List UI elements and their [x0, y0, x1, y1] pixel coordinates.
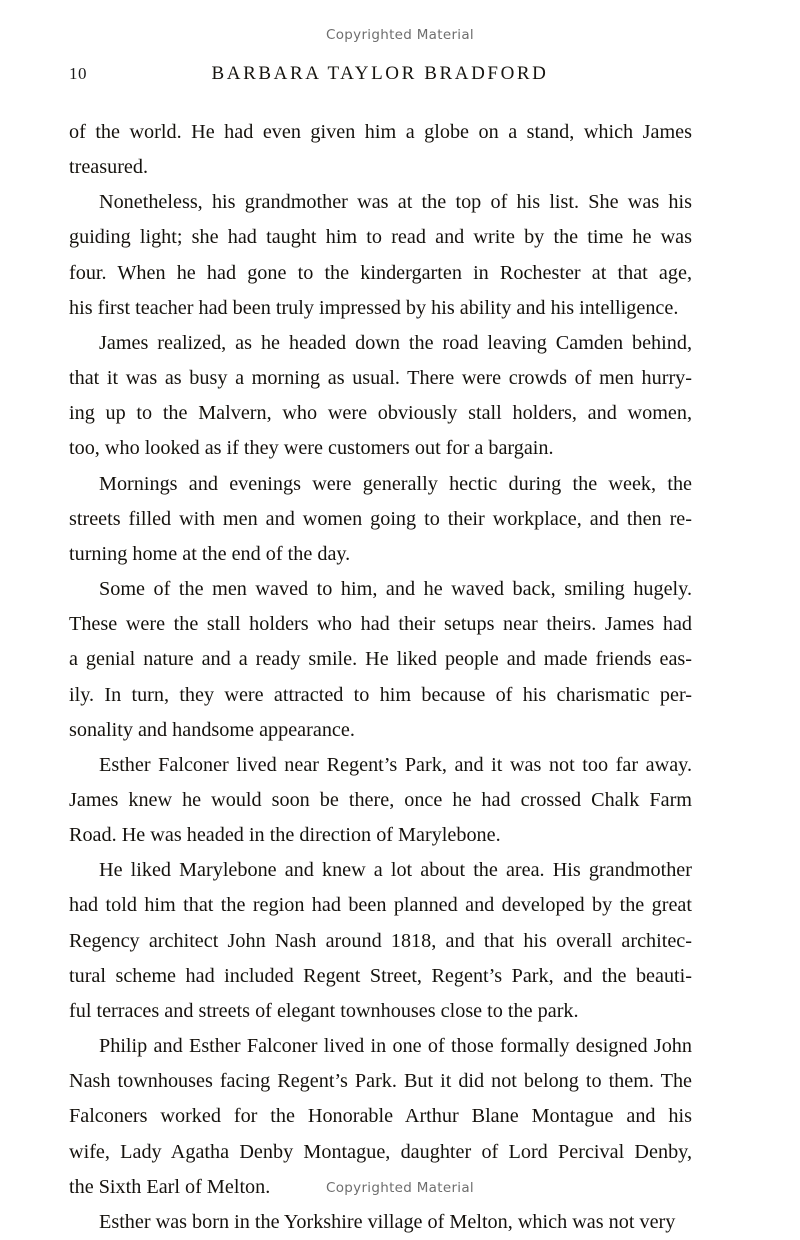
text-line: He liked Marylebone and knew a lot about the area. His grandmother	[99, 859, 692, 882]
text-line: Mornings and evenings were generally hectic during the week, the	[99, 472, 692, 495]
text-line: a genial nature and a ready smile. He liked people and made friends eas-	[69, 648, 692, 671]
text-line: ily. In turn, they were attracted to him because of his charismatic per-	[69, 683, 692, 706]
page-number: 10	[69, 64, 87, 83]
paragraph	[69, 1029, 692, 1205]
text-line: Nonetheless, his grandmother was at the top of his list. She was his	[99, 191, 692, 214]
text-line: Nash townhouses facing Regent’s Park. But it did not belong to them. The	[69, 1070, 692, 1093]
body-text	[69, 115, 692, 1240]
page-header	[69, 61, 691, 87]
text-line: the Sixth Earl of Melton.	[69, 1175, 271, 1198]
paragraph	[69, 1205, 692, 1240]
copyright-watermark-top: Copyrighted Material	[326, 27, 474, 43]
text-line: Regency architect John Nash around 1818, and that his overall architec-	[69, 929, 692, 952]
text-line: ing up to the Malvern, who were obviously stall holders, and women,	[69, 402, 692, 425]
text-line: streets filled with men and women going to their workplace, and then re-	[69, 507, 692, 530]
text-line: turning home at the end of the day.	[69, 542, 351, 565]
text-line: These were the stall holders who had their setups near theirs. James had	[69, 613, 692, 636]
paragraph	[69, 185, 692, 326]
text-line: Esther was born in the Yorkshire village of Melton, which was not very	[99, 1210, 676, 1233]
running-head-author: BARBARA TAYLOR BRADFORD	[211, 63, 549, 84]
text-line: Road. He was headed in the direction of Marylebone.	[69, 824, 501, 847]
paragraph	[69, 853, 692, 1029]
text-line: Falconers worked for the Honorable Arthur Blane Montague and his	[69, 1105, 692, 1128]
text-line: guiding light; she had taught him to read and write by the time he was	[69, 226, 692, 249]
paragraph	[69, 467, 692, 572]
text-line: his first teacher had been truly impressed by his ability and his intelligence.	[69, 296, 679, 319]
text-line: ful terraces and streets of elegant townhouses close to the park.	[69, 999, 579, 1022]
paragraph	[69, 748, 692, 853]
text-line: had told him that the region had been planned and developed by the great	[69, 894, 692, 917]
paragraph	[69, 326, 692, 467]
text-line: Esther Falconer lived near Regent’s Park, and it was not too far away.	[99, 753, 692, 776]
text-line: tural scheme had included Regent Street, Regent’s Park, and the beauti-	[69, 964, 692, 987]
text-line: James knew he would soon be there, once he had crossed Chalk Farm	[69, 788, 692, 811]
copyright-watermark-bottom: Copyrighted Material	[326, 1180, 474, 1196]
text-line: four. When he had gone to the kindergarten in Rochester at that age,	[69, 261, 692, 284]
text-line: sonality and handsome appearance.	[69, 718, 355, 741]
paragraph	[69, 572, 692, 748]
text-line: Philip and Esther Falconer lived in one of those formally designed John	[99, 1035, 692, 1058]
text-line: treasured.	[69, 156, 149, 179]
text-line: wife, Lady Agatha Denby Montague, daughter of Lord Percival Denby,	[69, 1140, 692, 1163]
text-line: Some of the men waved to him, and he waved back, smiling hugely.	[99, 578, 692, 601]
text-line: James realized, as he headed down the road leaving Camden behind,	[99, 331, 692, 354]
text-line: that it was as busy a morning as usual. There were crowds of men hurry-	[69, 367, 692, 390]
paragraph	[69, 115, 692, 185]
text-line: too, who looked as if they were customers out for a bargain.	[69, 437, 554, 460]
text-line: of the world. He had even given him a globe on a stand, which James	[69, 121, 692, 143]
